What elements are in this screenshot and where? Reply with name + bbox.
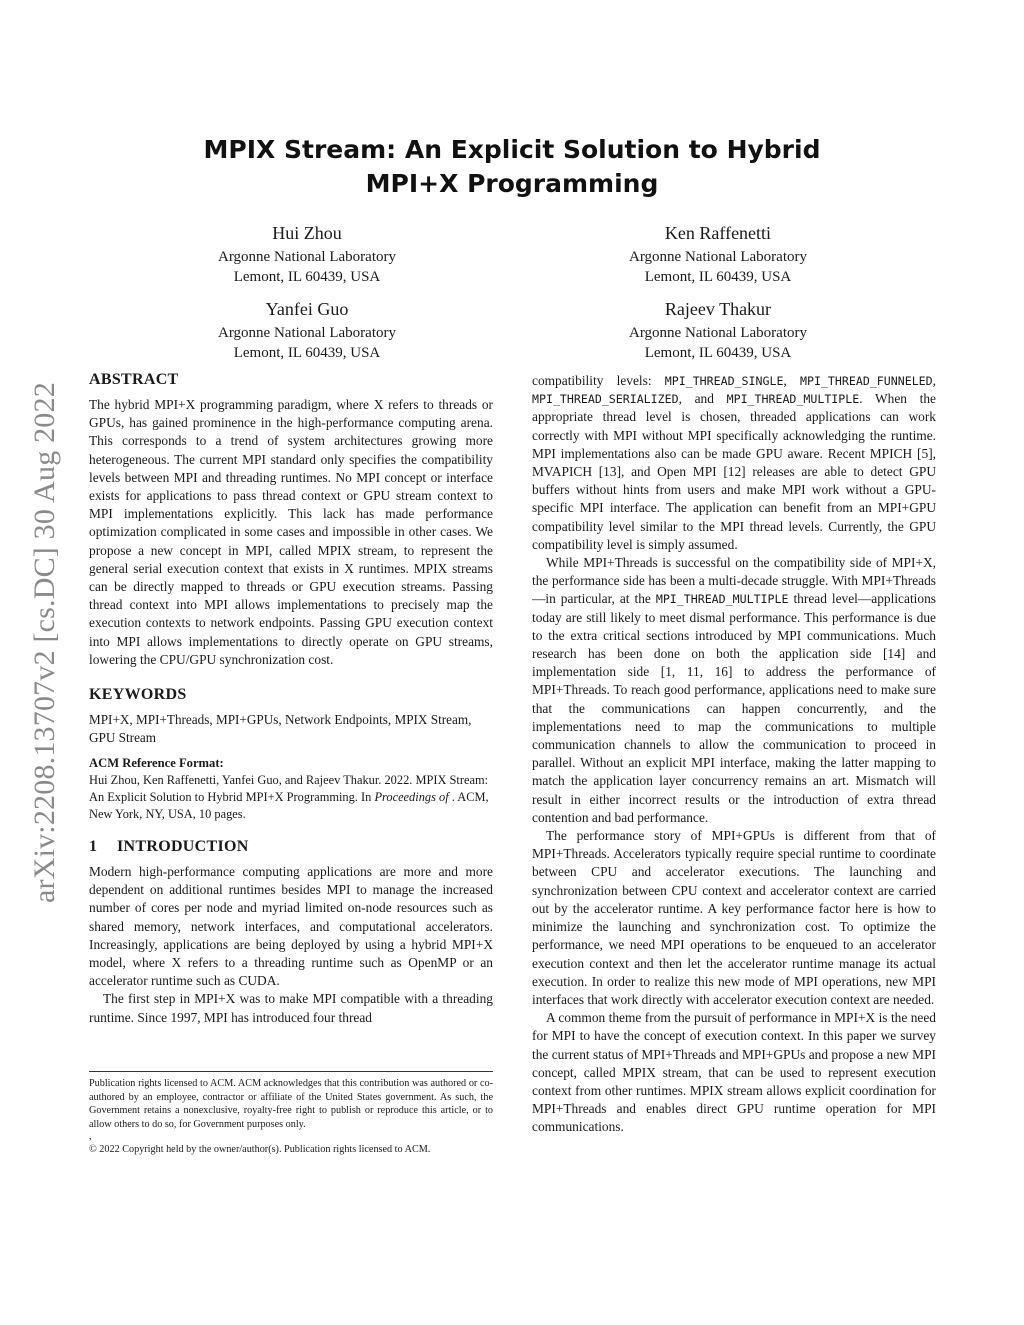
text-run: , [783, 373, 801, 388]
thread-level-serialized: MPI_THREAD_SERIALIZED [532, 392, 679, 407]
thread-level-multiple: MPI_THREAD_MULTIPLE [655, 592, 789, 607]
text-run: , [932, 373, 936, 388]
introduction-heading [89, 837, 493, 857]
author-block [548, 297, 888, 363]
author-name: Rajeev Thakur [664, 299, 772, 319]
text-run: While MPI+Threads is successful on the compatibility side of MPI+X, the performance side has been a multi-decade struggle. With MPI+Threads—in particular, at the [532, 555, 936, 607]
thread-level-multiple: MPI_THREAD_MULTIPLE [726, 392, 860, 407]
text-run: compatibility levels: [532, 373, 665, 388]
right-column [532, 372, 936, 1137]
author-block [137, 297, 477, 363]
acm-reference-text [89, 772, 493, 823]
author-location: Lemont, IL 60439, USA [644, 269, 792, 285]
intro-paragraph-5: A common theme from the pursuit of performance in MPI+X is the need for MPI to have the concept of execution context. In this paper we survey the current status of MPI+Threads and MPI+GPUs and propose a new MPI concept, called MPIX stream, that can be used to represent execution context from other runtimes. MPIX stream allows explicit coordination for MPI+Threads and enables direct GPU runtime operation for MPI communications. [532, 1010, 936, 1135]
author-affiliation: Argonne National Laboratory [628, 325, 807, 341]
acm-reference-heading: ACM Reference Format: [89, 756, 224, 771]
text-run: , and [678, 391, 727, 407]
author-block [548, 221, 888, 287]
intro-paragraph-1: Modern high-performance computing applications are more and more dependent on additional runtimes besides MPI to manage the increased number of cores per node and myriad limited on-node resources such as shared memory, network interfaces, and computational accelerators. Increasingly, applications are being deployed by using a hybrid MPI+X model, where X refers to a threading runtime such as OpenMP or an accelerator runtime such as CUDA. [89, 864, 493, 989]
abstract-heading: ABSTRACT [89, 371, 179, 388]
left-column [89, 370, 493, 1027]
author-affiliation: Argonne National Laboratory [217, 249, 396, 265]
footnote [89, 1071, 493, 1157]
author-block [137, 221, 477, 287]
intro-paragraph-2: The first step in MPI+X was to make MPI compatible with a threading runtime. Since 1997, MPI has introduced four thread [89, 991, 493, 1025]
author-name: Ken Raffenetti [664, 223, 772, 243]
intro-paragraph-4: The performance story of MPI+GPUs is different from that of MPI+Threads. Accelerators typically require special runtime to coordinate between CPU and accelerator executions. The launching and synchronization between CPU context and accelerator context are carried out by the accelerator runtime. A key performance factor here is how to minimize the launching and synchronization cost. To optimize the performance, we need MPI operations to be enqueued to an accelerator execution context and then let the accelerator runtime manage its actual execution. In order to realize this new mode of MPI operations, new MPI interfaces that work directly with accelerator execution context are needed. [532, 828, 936, 1007]
section-title: INTRODUCTION [117, 838, 249, 856]
footnote-rights: Publication rights licensed to ACM. ACM acknowledges that this contribution was authored or co-authored by an employee, contractor or affiliate of the United States government. As such, the Government retains a nonexclusive, royalty-free right to publish or reproduce this article, or to allow others to do so, for Government purposes only. [89, 1078, 493, 1130]
keywords-heading: KEYWORDS [89, 686, 187, 704]
acm-reference-italic: Proceedings of [374, 790, 449, 805]
thread-level-single: MPI_THREAD_SINGLE [664, 374, 784, 388]
author-affiliation: Argonne National Laboratory [217, 325, 396, 341]
acm-reference-end: . ACM, New York, NY, USA, 10 pages. [89, 790, 489, 822]
text-run: thread level—applications today are still likely to meet dismal performance. This performance is due to the extra critical sections introduced by MPI communications. Much research has been done on both the application side [14] and implementation side [1, 11, 16] to address the performance of MPI+Threads. To reach good performance, applications need to make sure that the communications can happen concurrently, and the implementations need to map the communications to multiple communication channels to allow the communication to proceed in parallel. Without an explicit MPI interface, making the latter mapping to match the application layer concurrency remains an art. Mismatch will result in either incorrect results or the introduction of extra thread contention and bad performance. [532, 591, 936, 825]
thread-level-funneled: MPI_THREAD_FUNNELED [800, 374, 933, 388]
section-number: 1 [89, 838, 98, 856]
intro-paragraph-2-continued [532, 372, 936, 554]
author-location: Lemont, IL 60439, USA [644, 345, 792, 361]
arxiv-identifier: arXiv:2208.13707v2 [cs.DC] 30 Aug 2022 [28, 382, 61, 903]
author-location: Lemont, IL 60439, USA [233, 269, 381, 285]
author-affiliation: Argonne National Laboratory [628, 249, 807, 265]
keywords-text: MPI+X, MPI+Threads, MPI+GPUs, Network Endpoints, MPIX Stream, GPU Stream [89, 712, 472, 746]
footnote-copyright: © 2022 Copyright held by the owner/author(s). Publication rights licensed to ACM. [89, 1144, 431, 1156]
text-run: . When the appropriate thread level is chosen, threaded applications can work correctly with MPI without MPI specifically acknowledging the runtime. MPI implementations also can be made GPU aware. Recent MPICH [5], MVAPICH [13], and Open MPI [12] releases are able to detect GPU buffers without hints from users and make MPI work without a GPU-specific MPI interface. The application can benefit from an MPI+GPU compatibility level similar to the MPI thread levels. Currently, the GPU compatibility level is simply assumed. [532, 391, 936, 552]
intro-paragraph-3 [532, 554, 936, 827]
author-location: Lemont, IL 60439, USA [233, 345, 381, 361]
abstract-text: The hybrid MPI+X programming paradigm, where X refers to threads or GPUs, has gained prominence in the high-performance computing arena. This corresponds to a trend of system architectures growing more heterogeneous. The current MPI standard only specifies the compatibility levels between MPI and threading runtimes. No MPI concept or interface exists for applications to pass thread context or GPU stream context to MPI implementations explicitly. This lack has made performance optimization complicated in some cases and impossible in other cases. We propose a new concept in MPI, called MPIX stream, to represent the general serial execution context that exists in X runtimes. MPIX streams can be directly mapped to threads or GPU execution streams. Passing thread context into MPI allows implementations to precisely map the execution contexts to network endpoints. Passing GPU execution context into MPI allows implementations to directly operate on GPU streams, lowering the CPU/GPU synchronization cost. [89, 397, 493, 667]
paper-title: MPIX Stream: An Explicit Solution to Hybrid MPI+X Programming [203, 135, 821, 198]
acm-reference-main: Hui Zhou, Ken Raffenetti, Yanfei Guo, and Rajeev Thakur. 2022. MPIX Stream: An Explicit Solution to Hybrid MPI+X Programming. In [89, 773, 489, 805]
author-name: Yanfei Guo [265, 299, 349, 319]
footnote-mark: , [89, 1131, 92, 1143]
author-name: Hui Zhou [272, 223, 342, 243]
